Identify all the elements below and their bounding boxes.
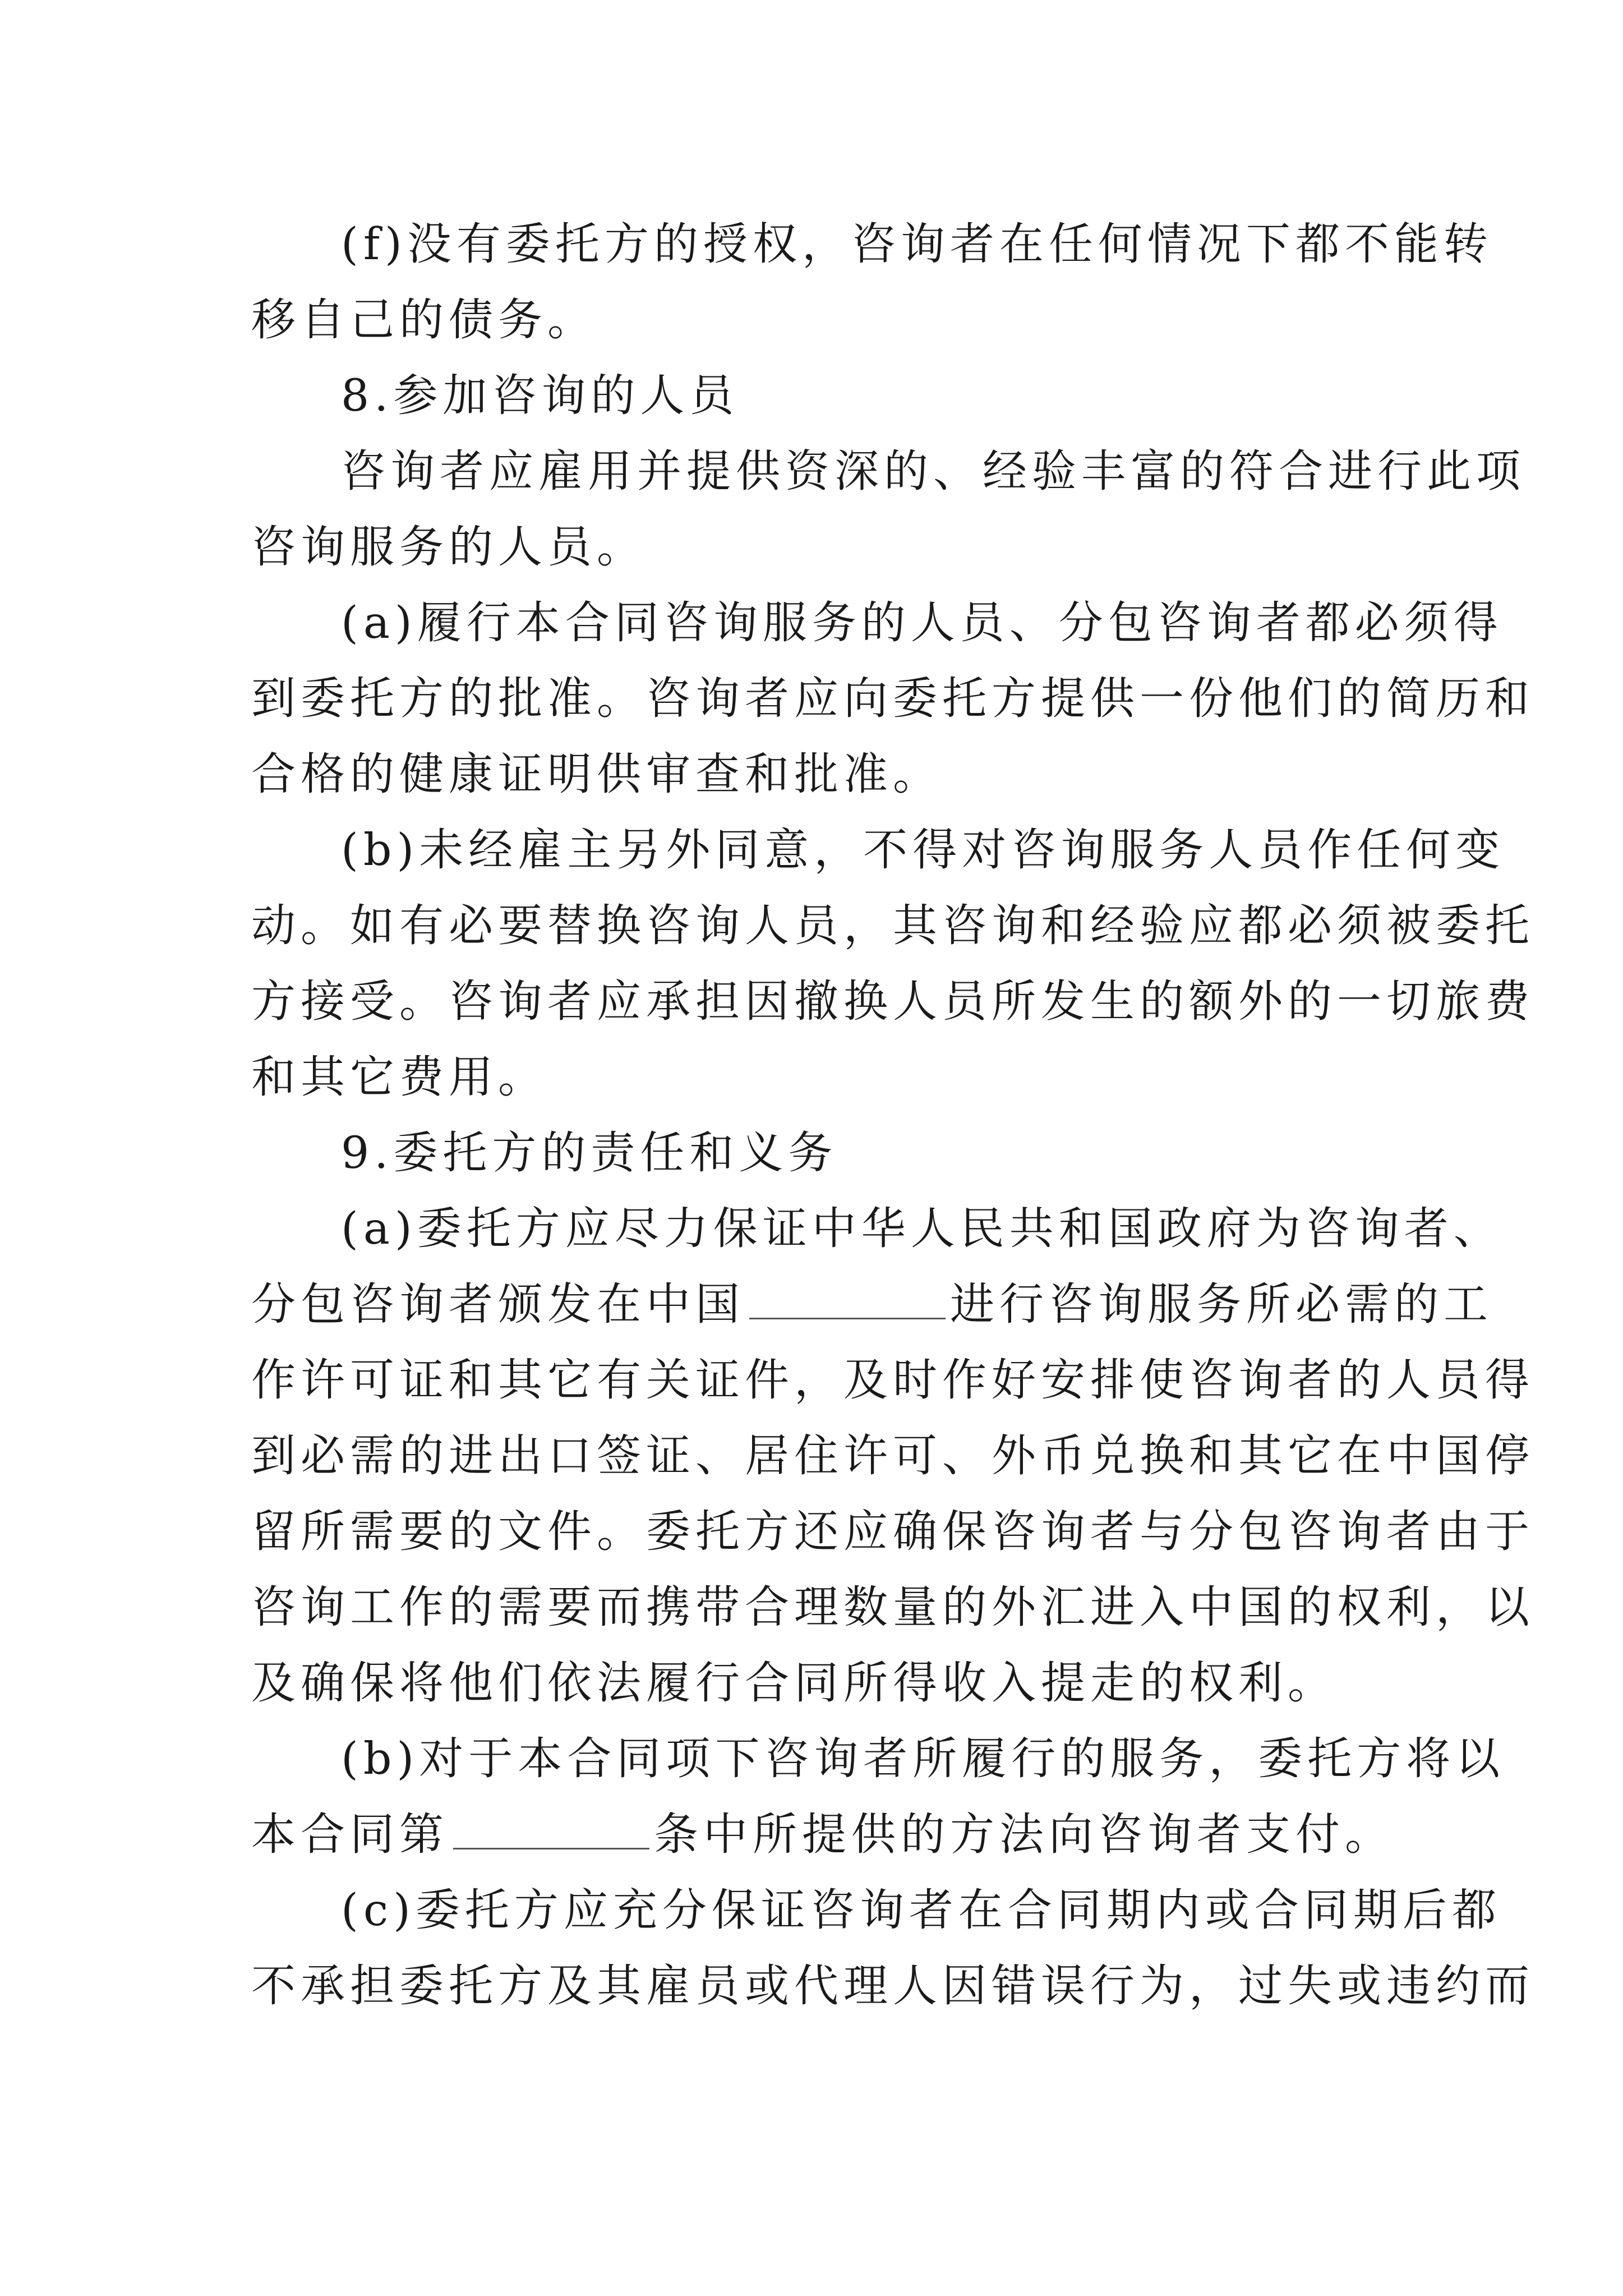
text-line: 移自己的债务。 bbox=[251, 294, 597, 346]
text-line-with-blank bbox=[251, 1276, 1493, 1332]
text-line: 留所需要的文件。委托方还应确保咨询者与分包咨询者由于 bbox=[251, 1506, 1534, 1557]
text-segment: 本合同第 bbox=[251, 1809, 449, 1860]
text-line: (a)委托方应尽力保证中华人民共和国政府为咨询者、 bbox=[341, 1203, 1503, 1254]
text-line: 及确保将他们依法履行合同所得收入提走的权利。 bbox=[251, 1657, 1337, 1709]
text-line: 合格的健康证明供审查和批准。 bbox=[251, 748, 942, 800]
text-segment: 进行咨询服务所必需的工 bbox=[950, 1278, 1493, 1330]
fill-in-blank[interactable] bbox=[453, 1809, 649, 1849]
text-segment: 分包咨询者颁发在中国 bbox=[251, 1278, 745, 1330]
text-line-with-blank bbox=[251, 1806, 1394, 1862]
text-line: 咨询者应雇用并提供资深的、经验丰富的符合进行此项 bbox=[341, 445, 1525, 497]
text-line: (f)没有委托方的授权，咨询者在任何情况下都不能转 bbox=[341, 218, 1493, 270]
text-line: 作许可证和其它有关证件，及时作好安排使咨询者的人员得 bbox=[251, 1354, 1534, 1406]
text-line: 方接受。咨询者应承担因撤换人员所发生的额外的一切旅费 bbox=[251, 976, 1534, 1027]
fill-in-blank[interactable] bbox=[749, 1278, 946, 1319]
section-heading: 9.委托方的责任和义务 bbox=[341, 1127, 838, 1179]
text-line: (a)履行本合同咨询服务的人员、分包咨询者都必须得 bbox=[341, 597, 1503, 648]
text-line: 到委托方的批准。咨询者应向委托方提供一份他们的简历和 bbox=[251, 673, 1534, 724]
text-line: 和其它费用。 bbox=[251, 1051, 547, 1103]
text-line: (c)委托方应充分保证咨询者在合同期内或合同期后都 bbox=[341, 1884, 1501, 1936]
text-line: 到必需的进出口签证、居住许可、外币兑换和其它在中国停 bbox=[251, 1430, 1534, 1481]
text-segment: 条中所提供的方法向咨询者支付。 bbox=[654, 1809, 1394, 1860]
section-heading: 8.参加咨询的人员 bbox=[341, 370, 739, 421]
text-line: 咨询服务的人员。 bbox=[251, 521, 646, 573]
text-line: 咨询工作的需要而携带合理数量的外汇进入中国的权利，以 bbox=[251, 1581, 1534, 1633]
text-line: 动。如有必要替换咨询人员，其咨询和经验应都必须被委托 bbox=[251, 900, 1534, 951]
text-line: (b)未经雇主另外同意，不得对咨询服务人员作任何变 bbox=[341, 824, 1505, 876]
text-line: 不承担委托方及其雇员或代理人因错误行为，过失或违约而 bbox=[251, 1960, 1534, 2012]
text-line: (b)对于本合同项下咨询者所履行的服务，委托方将以 bbox=[341, 1733, 1505, 1784]
